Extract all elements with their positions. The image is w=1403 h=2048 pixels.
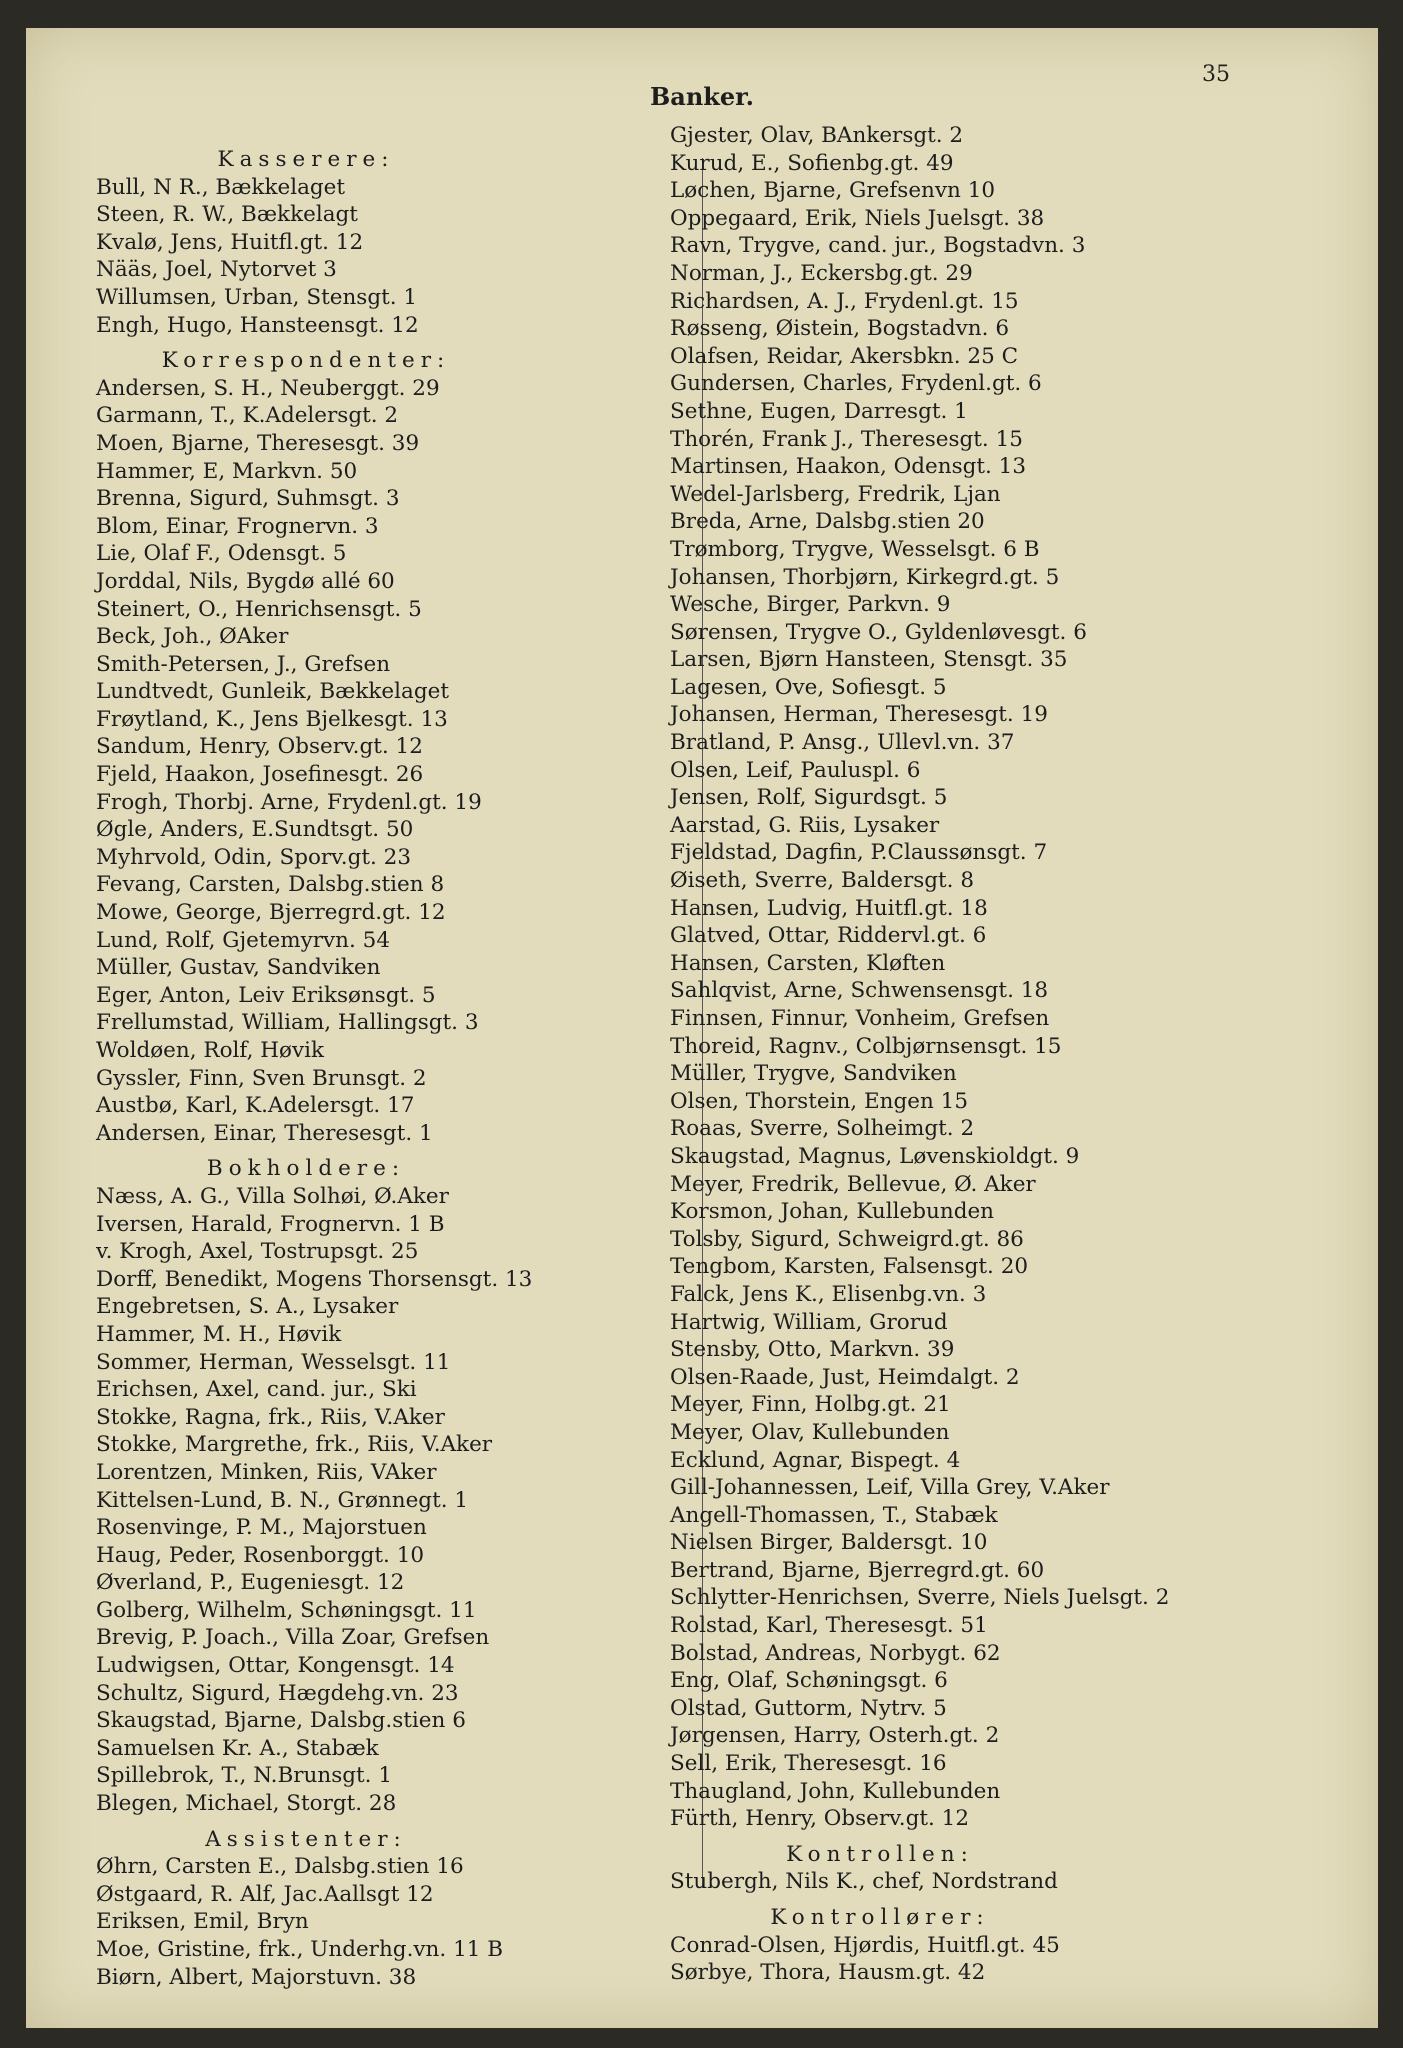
directory-entry: Andersen, Einar, Theresesgt. 1 bbox=[96, 1120, 433, 1146]
directory-entry: v. Krogh, Axel, Tostrupsgt. 25 bbox=[96, 1239, 419, 1265]
directory-entry: Sethne, Eugen, Darresgt. 1 bbox=[670, 398, 968, 424]
directory-entry: Hammer, M. H., Høvik bbox=[96, 1321, 342, 1347]
directory-entry: Lundtvedt, Gunleik, Bækkelaget bbox=[96, 679, 449, 705]
section-title: Kontrollører: bbox=[770, 1905, 990, 1930]
directory-entry: Martinsen, Haakon, Odensgt. 13 bbox=[670, 454, 1027, 480]
directory-entry: Wesche, Birger, Parkvn. 9 bbox=[670, 592, 951, 618]
directory-entry: Bolstad, Andreas, Norbygt. 62 bbox=[670, 1640, 1001, 1666]
directory-entry: Sørbye, Thora, Hausm.gt. 42 bbox=[670, 1960, 986, 1986]
directory-entry: Thoreid, Ragnv., Colbjørnsensgt. 15 bbox=[670, 1033, 1062, 1059]
directory-entry: Olstad, Guttorm, Nytrv. 5 bbox=[670, 1695, 947, 1721]
directory-entry: Olsen-Raade, Just, Heimdalgt. 2 bbox=[670, 1364, 1020, 1390]
directory-entry: Golberg, Wilhelm, Schøningsgt. 11 bbox=[96, 1597, 477, 1623]
directory-entry: Samuelsen Kr. A., Stabæk bbox=[96, 1735, 379, 1761]
directory-entry: Erichsen, Axel, cand. jur., Ski bbox=[96, 1377, 417, 1403]
directory-entry: Falck, Jens K., Elisenbg.vn. 3 bbox=[670, 1281, 987, 1307]
directory-entry: Schlytter-Henrichsen, Sverre, Niels Juelsgt. 2 bbox=[670, 1585, 1170, 1611]
directory-entry: Løchen, Bjarne, Grefsenvn 10 bbox=[670, 178, 996, 204]
page-heading: Banker. bbox=[650, 82, 754, 111]
directory-entry: Richardsen, A. J., Frydenl.gt. 15 bbox=[670, 288, 1019, 314]
directory-entry: Willumsen, Urban, Stensgt. 1 bbox=[96, 284, 418, 310]
directory-entry: Gill-Johannessen, Leif, Villa Grey, V.Aker bbox=[670, 1475, 1110, 1501]
directory-entry: Gundersen, Charles, Frydenl.gt. 6 bbox=[670, 371, 1042, 397]
directory-entry: Meyer, Finn, Holbg.gt. 21 bbox=[670, 1392, 951, 1418]
directory-entry: Meyer, Fredrik, Bellevue, Ø. Aker bbox=[670, 1171, 1036, 1197]
directory-entry: Blom, Einar, Frognervn. 3 bbox=[96, 513, 379, 539]
directory-entry: Korsmon, Johan, Kullebunden bbox=[670, 1199, 995, 1225]
directory-entry: Glatved, Ottar, Riddervl.gt. 6 bbox=[670, 923, 987, 949]
directory-entry: Eng, Olaf, Schøningsgt. 6 bbox=[670, 1668, 948, 1694]
section-title: Kontrollen: bbox=[786, 1841, 974, 1867]
directory-entry: Olsen, Thorstein, Engen 15 bbox=[670, 1088, 969, 1114]
directory-entry: Sahlqvist, Arne, Schwensensgt. 18 bbox=[670, 978, 1049, 1004]
directory-entry: Aarstad, G. Riis, Lysaker bbox=[670, 812, 940, 838]
directory-entry: Smith-Petersen, J., Grefsen bbox=[96, 651, 391, 677]
directory-entry: Breda, Arne, Dalsbg.stien 20 bbox=[670, 509, 985, 535]
directory-entry: Frellumstad, William, Hallingsgt. 3 bbox=[96, 1010, 479, 1036]
section-title: Korrespondenter: bbox=[161, 348, 451, 374]
directory-entry: Meyer, Olav, Kullebunden bbox=[670, 1419, 950, 1445]
directory-entry: Thaugland, John, Kullebunden bbox=[670, 1778, 1001, 1804]
directory-entry: Steinert, O., Henrichsensgt. 5 bbox=[96, 596, 422, 622]
directory-entry: Tolsby, Sigurd, Schweigrd.gt. 86 bbox=[670, 1226, 1024, 1252]
directory-entry: Blegen, Michael, Storgt. 28 bbox=[96, 1791, 397, 1817]
directory-entry: Røsseng, Øistein, Bogstadvn. 6 bbox=[670, 316, 1009, 342]
directory-entry: Engebretsen, S. A., Lysaker bbox=[96, 1294, 399, 1320]
directory-entry: Ecklund, Agnar, Bispegt. 4 bbox=[670, 1447, 961, 1473]
directory-entry: Fjeldstad, Dagfin, P.Claussønsgt. 7 bbox=[670, 840, 1048, 866]
directory-entry: Andersen, S. H., Neuberggt. 29 bbox=[96, 375, 440, 401]
section-title: Assistenter: bbox=[205, 1826, 407, 1852]
directory-entry: Øgle, Anders, E.Sundtsgt. 50 bbox=[96, 817, 414, 843]
directory-entry: Dorff, Benedikt, Mogens Thorsensgt. 13 bbox=[96, 1266, 533, 1292]
directory-entry: Thorén, Frank J., Theresesgt. 15 bbox=[670, 426, 1023, 452]
directory-entry: Norman, J., Eckersbg.gt. 29 bbox=[670, 260, 973, 286]
directory-entry: Øhrn, Carsten E., Dalsbg.stien 16 bbox=[96, 1854, 464, 1880]
directory-entry: Lie, Olaf F., Odensgt. 5 bbox=[96, 541, 347, 567]
directory-entry: Iversen, Harald, Frognervn. 1 B bbox=[96, 1211, 445, 1237]
directory-entry: Sandum, Henry, Observ.gt. 12 bbox=[96, 734, 423, 760]
directory-entry: Larsen, Bjørn Hansteen, Stensgt. 35 bbox=[670, 647, 1068, 673]
directory-entry: Spillebrok, T., N.Brunsgt. 1 bbox=[96, 1763, 393, 1789]
directory-entry: Stensby, Otto, Markvn. 39 bbox=[670, 1337, 955, 1363]
directory-entry: Mowe, George, Bjerregrd.gt. 12 bbox=[96, 900, 446, 926]
directory-entry: Moe, Gristine, frk., Underhg.vn. 11 B bbox=[96, 1937, 504, 1962]
directory-entry: Olsen, Leif, Pauluspl. 6 bbox=[670, 757, 921, 783]
directory-entry: Olafsen, Reidar, Akersbkn. 25 C bbox=[670, 343, 1019, 369]
directory-entry: Woldøen, Rolf, Høvik bbox=[96, 1038, 325, 1063]
directory-entry: Tengbom, Karsten, Falsensgt. 20 bbox=[670, 1254, 1029, 1280]
directory-entry: Sommer, Herman, Wesselsgt. 11 bbox=[96, 1349, 451, 1375]
directory-entry: Finnsen, Finnur, Vonheim, Grefsen bbox=[670, 1006, 1050, 1031]
directory-entry: Müller, Trygve, Sandviken bbox=[670, 1061, 957, 1087]
directory-entry: Engh, Hugo, Hansteensgt. 12 bbox=[96, 312, 419, 338]
directory-entry: Stokke, Margrethe, frk., Riis, V.Aker bbox=[96, 1432, 493, 1458]
directory-entry: Ludwigsen, Ottar, Kongensgt. 14 bbox=[96, 1653, 455, 1679]
directory-entry: Ravn, Trygve, cand. jur., Bogstadvn. 3 bbox=[670, 233, 1086, 259]
directory-entry: Moen, Bjarne, Theresesgt. 39 bbox=[96, 430, 420, 456]
directory-entry: Skaugstad, Bjarne, Dalsbg.stien 6 bbox=[96, 1708, 466, 1734]
directory-entry: Stubergh, Nils K., chef, Nordstrand bbox=[670, 1869, 1058, 1895]
directory-entry: Østgaard, R. Alf, Jac.Aallsgt 12 bbox=[96, 1881, 434, 1907]
directory-entry: Øiseth, Sverre, Baldersgt. 8 bbox=[670, 868, 975, 894]
directory-entry: Fevang, Carsten, Dalsbg.stien 8 bbox=[96, 872, 445, 898]
directory-entry: Johansen, Herman, Theresesgt. 19 bbox=[670, 702, 1048, 728]
directory-entry: Sell, Erik, Theresesgt. 16 bbox=[670, 1751, 947, 1777]
directory-entry: Hansen, Carsten, Kløften bbox=[670, 950, 946, 976]
directory-entry: Brevig, P. Joach., Villa Zoar, Grefsen bbox=[96, 1625, 490, 1651]
document-page bbox=[26, 28, 1378, 2028]
directory-entry: Bratland, P. Ansg., Ullevl.vn. 37 bbox=[670, 730, 1015, 756]
directory-entry: Johansen, Thorbjørn, Kirkegrd.gt. 5 bbox=[670, 564, 1060, 590]
directory-entry: Kittelsen-Lund, B. N., Grønnegt. 1 bbox=[96, 1487, 469, 1513]
directory-entry: Jensen, Rolf, Sigurdsgt. 5 bbox=[670, 785, 948, 811]
directory-entry: Gyssler, Finn, Sven Brunsgt. 2 bbox=[96, 1065, 427, 1091]
directory-entry: Stokke, Ragna, frk., Riis, V.Aker bbox=[96, 1404, 445, 1430]
directory-entry: Nielsen Birger, Baldersgt. 10 bbox=[670, 1530, 988, 1556]
directory-entry: Fjeld, Haakon, Josefinesgt. 26 bbox=[96, 762, 424, 788]
page-number: 35 bbox=[1202, 62, 1230, 87]
directory-entry: Øverland, P., Eugeniesgt. 12 bbox=[96, 1570, 405, 1596]
directory-entry: Lagesen, Ove, Sofiesgt. 5 bbox=[670, 674, 947, 700]
directory-entry: Jørgensen, Harry, Osterh.gt. 2 bbox=[670, 1723, 1000, 1749]
directory-entry: Trømborg, Trygve, Wesselsgt. 6 B bbox=[670, 536, 1040, 562]
directory-entry: Frøytland, K., Jens Bjelkesgt. 13 bbox=[96, 706, 448, 732]
directory-entry: Angell-Thomassen, T., Stabæk bbox=[670, 1502, 998, 1528]
directory-entry: Hartwig, William, Grorud bbox=[670, 1309, 948, 1335]
directory-entry: Wedel-Jarlsberg, Fredrik, Ljan bbox=[670, 481, 1001, 507]
directory-entry: Steen, R. W., Bækkelagt bbox=[96, 202, 358, 228]
directory-entry: Lorentzen, Minken, Riis, VAker bbox=[96, 1459, 437, 1485]
directory-entry: Eriksen, Emil, Bryn bbox=[96, 1909, 309, 1935]
directory-entry: Garmann, T., K.Adelersgt. 2 bbox=[96, 403, 399, 429]
directory-entry: Rosenvinge, P. M., Majorstuen bbox=[96, 1515, 427, 1541]
directory-entry: Nääs, Joel, Nytorvet 3 bbox=[96, 257, 337, 283]
directory-entry: Kurud, E., Sofienbg.gt. 49 bbox=[670, 150, 954, 176]
directory-entry: Myhrvold, Odin, Sporv.gt. 23 bbox=[96, 844, 412, 870]
section-title: Bokholdere: bbox=[206, 1156, 406, 1182]
directory-entry: Hansen, Ludvig, Huitfl.gt. 18 bbox=[670, 895, 988, 921]
directory-entry: Sørensen, Trygve O., Gyldenløvesgt. 6 bbox=[670, 619, 1087, 645]
directory-entry: Austbø, Karl, K.Adelersgt. 17 bbox=[96, 1093, 415, 1119]
directory-entry: Beck, Joh., ØAker bbox=[96, 624, 289, 650]
directory-entry: Hammer, E, Markvn. 50 bbox=[96, 458, 358, 484]
directory-entry: Næss, A. G., Villa Solhøi, Ø.Aker bbox=[96, 1183, 449, 1209]
directory-entry: Müller, Gustav, Sandviken bbox=[96, 955, 381, 981]
left-column bbox=[96, 146, 656, 1991]
directory-entry: Oppegaard, Erik, Niels Juelsgt. 38 bbox=[670, 205, 1045, 231]
directory-entry: Brenna, Sigurd, Suhmsgt. 3 bbox=[96, 486, 400, 512]
directory-entry: Rolstad, Karl, Theresesgt. 51 bbox=[670, 1613, 988, 1639]
directory-entry: Kvalø, Jens, Huitfl.gt. 12 bbox=[96, 229, 364, 255]
directory-entry: Bertrand, Bjarne, Bjerregrd.gt. 60 bbox=[670, 1557, 1045, 1583]
directory-entry: Bull, N R., Bækkelaget bbox=[96, 174, 346, 200]
directory-entry: Gjester, Olav, BAnkersgt. 2 bbox=[670, 123, 964, 148]
directory-entry: Conrad-Olsen, Hjørdis, Huitfl.gt. 45 bbox=[670, 1932, 1060, 1958]
directory-entry: Frogh, Thorbj. Arne, Frydenl.gt. 19 bbox=[96, 789, 482, 815]
directory-entry: Roaas, Sverre, Solheimgt. 2 bbox=[670, 1116, 975, 1142]
section-title: Kasserere: bbox=[217, 147, 395, 172]
directory-entry: Jorddal, Nils, Bygdø allé 60 bbox=[96, 568, 395, 594]
directory-entry: Eger, Anton, Leiv Eriksønsgt. 5 bbox=[96, 982, 436, 1008]
right-column bbox=[670, 122, 1370, 1987]
directory-entry: Lund, Rolf, Gjetemyrvn. 54 bbox=[96, 927, 391, 953]
directory-entry: Biørn, Albert, Majorstuvn. 38 bbox=[96, 1964, 417, 1990]
directory-entry: Fürth, Henry, Observ.gt. 12 bbox=[670, 1806, 970, 1832]
directory-entry: Skaugstad, Magnus, Løvenskioldgt. 9 bbox=[670, 1143, 1080, 1169]
directory-entry: Haug, Peder, Rosenborggt. 10 bbox=[96, 1542, 425, 1568]
directory-entry: Schultz, Sigurd, Hægdehg.vn. 23 bbox=[96, 1680, 459, 1706]
